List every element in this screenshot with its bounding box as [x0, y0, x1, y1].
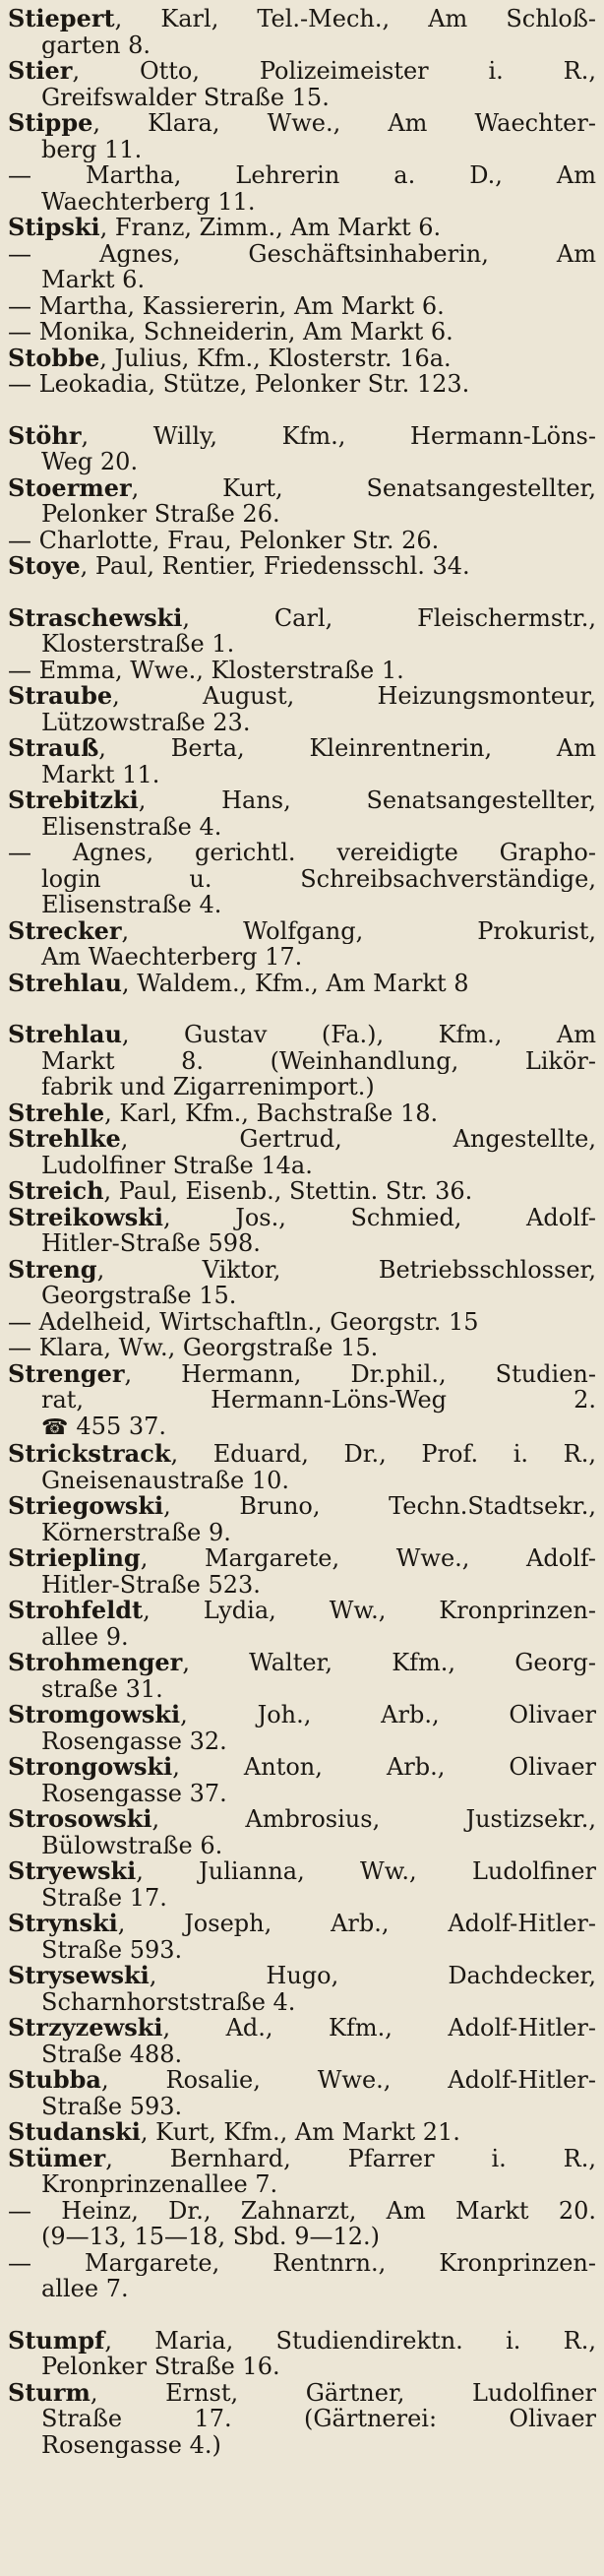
surname: Strauß	[8, 735, 99, 762]
entry-continuation-line: Markt 11.	[41, 761, 160, 787]
surname: Sturm	[8, 2379, 91, 2406]
surname: Strehlke	[8, 1126, 121, 1153]
directory-entry	[8, 1545, 596, 1598]
directory-entry	[8, 1361, 596, 1442]
entry-continuation-line: Pelonker Straße 16.	[41, 2354, 280, 2380]
entry-heading-line: Stoermer, Kurt, Senatsangestellter,	[8, 474, 596, 501]
surname: Strongowski	[8, 1754, 173, 1781]
directory-entry	[8, 1441, 596, 1493]
directory-entry	[8, 110, 596, 162]
entry-continuation-line: Waechterberg 11.	[41, 188, 256, 215]
entry-heading-line: Stoye, Paul, Rentier, Friedensschl. 34.	[8, 553, 470, 580]
entry-heading-line: Strzyzewski, Ad., Kfm., Adolf-Hitler-	[8, 2015, 596, 2042]
directory-entry	[8, 346, 596, 372]
directory-entry	[8, 293, 596, 320]
directory-entry	[8, 2067, 596, 2119]
directory-entry	[8, 1335, 596, 1361]
surname: Stubba	[8, 2067, 101, 2094]
entry-heading-line: Stöhr, Willy, Kfm., Hermann-Löns-	[8, 422, 596, 449]
entry-continuation-line: Markt 6.	[41, 267, 146, 293]
surname: Strehle	[8, 1100, 105, 1126]
entry-heading-line: — Margarete, Rentnrn., Kronprinzen-	[8, 2249, 596, 2276]
surname: Straschewski	[8, 604, 183, 631]
entry-continuation-line: fabrik und Zigarrenimport.)	[41, 1074, 375, 1100]
directory-entry	[8, 787, 596, 840]
directory-entry	[8, 58, 596, 110]
surname: Stier	[8, 58, 73, 85]
surname: Straube	[8, 683, 113, 710]
entry-heading-line: Stiepert, Karl, Tel.-Mech., Am Schloß-	[8, 6, 596, 32]
phone-line	[8, 1414, 596, 1442]
surname: Strehlau	[8, 1022, 122, 1048]
entry-continuation-line: Klosterstraße 1.	[41, 631, 235, 658]
entry-heading-line: Stromgowski, Joh., Arb., Olivaer	[8, 1702, 596, 1728]
directory-entry	[8, 319, 596, 346]
entry-heading-line: Strecker, Wolfgang, Prokurist,	[8, 917, 596, 944]
entry-continuation-line: Am Waechterberg 17.	[41, 944, 303, 971]
entry-heading-line: Striegowski, Bruno, Techn.Stadtsekr.,	[8, 1493, 596, 1520]
entry-heading-line: Sturm, Ernst, Gärtner, Ludolfiner	[8, 2379, 596, 2406]
entry-heading-line: Strehlau, Gustav (Fa.), Kfm., Am	[8, 1022, 596, 1048]
phone-number: 455 37.	[76, 1413, 167, 1440]
directory-entry	[8, 423, 596, 475]
directory-entry	[8, 528, 596, 554]
surname: Streich	[8, 1178, 104, 1205]
directory-entry	[8, 1806, 596, 1858]
entry-continuation-line: Scharnhorststraße 4.	[41, 1988, 296, 2015]
entry-heading-line: Strynski, Joseph, Arb., Adolf-Hitler-	[8, 1911, 596, 1937]
entry-continuation-line: (9—13, 15—18, Sbd. 9—12.)	[41, 2224, 380, 2250]
entry-continuation-line: Rosengasse 37.	[41, 1780, 227, 1806]
entry-continuation-line: Georgstraße 15.	[41, 1283, 237, 1309]
surname: Stobbe	[8, 345, 100, 371]
surname: Stümer	[8, 2145, 106, 2171]
directory-entry	[8, 658, 596, 684]
directory-entry	[8, 1754, 596, 1806]
entry-heading-line: Strehle, Karl, Kfm., Bachstraße 18.	[8, 1100, 439, 1126]
directory-entry	[8, 1858, 596, 1911]
entry-continuation-line: allee 9.	[41, 1623, 129, 1650]
entry-continuation-line: Greifswalder Straße 15.	[41, 84, 330, 110]
entry-continuation-line: Rosengasse 32.	[41, 1728, 227, 1754]
entry-heading-line: Straschewski, Carl, Fleischermstr.,	[8, 604, 596, 631]
directory-entry	[8, 553, 596, 580]
entry-heading-line: — Emma, Wwe., Klosterstraße 1.	[8, 657, 404, 683]
entry-heading-line: Streich, Paul, Eisenb., Stettin. Str. 36.	[8, 1178, 473, 1205]
entry-continuation-line: Straße 17. (Gärtnerei: Olivaer	[41, 2406, 596, 2432]
directory-entry	[8, 1257, 596, 1309]
entry-heading-line: — Agnes, gerichtl. vereidigte Grapho-	[8, 840, 596, 866]
entry-heading-line: — Heinz, Dr., Zahnarzt, Am Markt 20.	[8, 2197, 596, 2224]
directory-entry	[8, 1493, 596, 1545]
surname: Strickstrack	[8, 1441, 171, 1468]
entry-heading-line: Strosowski, Ambrosius, Justizsekr.,	[8, 1806, 596, 1833]
entry-continuation-line: Straße 593.	[41, 2093, 183, 2119]
entry-continuation-line: Weg 20.	[41, 449, 139, 475]
directory-entry	[8, 2250, 596, 2302]
directory-entry	[8, 6, 596, 58]
surname: Strzyzewski	[8, 2015, 163, 2042]
surname: Strynski	[8, 1911, 118, 1937]
entry-heading-line: Stubba, Rosalie, Wwe., Adolf-Hitler-	[8, 2067, 596, 2094]
entry-heading-line: — Martha, Lehrerin a. D., Am	[8, 162, 596, 189]
surname: Stumpf	[8, 2327, 105, 2354]
entry-heading-line: Stobbe, Julius, Kfm., Klosterstr. 16a.	[8, 345, 452, 371]
directory-entry	[8, 840, 596, 918]
directory-entry	[8, 1963, 596, 2015]
surname: Strehlau	[8, 970, 122, 996]
entry-continuation-line: garten 8.	[41, 31, 151, 58]
surname: Strecker	[8, 917, 122, 944]
entry-continuation-line: allee 7.	[41, 2276, 129, 2302]
entry-continuation-line: Bülowstraße 6.	[41, 1832, 223, 1858]
directory-entry	[8, 162, 596, 215]
directory-entry	[8, 1702, 596, 1754]
entry-continuation-line: Hitler-Straße 523.	[41, 1571, 261, 1598]
surname: Stoermer	[8, 474, 132, 501]
entry-continuation-line: Elisenstraße 4.	[41, 892, 222, 918]
directory-entry	[8, 1100, 596, 1127]
entry-continuation-line: Elisenstraße 4.	[41, 813, 222, 840]
directory-entry	[8, 683, 596, 735]
directory-entry	[8, 2198, 596, 2250]
entry-heading-line: Streng, Viktor, Betriebsschlosser,	[8, 1256, 596, 1283]
entry-continuation-line: Straße 593.	[41, 1936, 183, 1963]
entry-continuation-line: Straße 488.	[41, 2041, 183, 2067]
directory-entry	[8, 215, 596, 241]
directory-entry	[8, 2380, 596, 2459]
directory-entry	[8, 2146, 596, 2198]
entry-continuation-line: Ludolfiner Straße 14a.	[41, 1152, 313, 1178]
surname: Stryewski	[8, 1858, 137, 1885]
directory-entry	[8, 2015, 596, 2067]
entry-heading-line: Stumpf, Maria, Studiendirektn. i. R.,	[8, 2327, 596, 2354]
entry-continuation-line: Rosengasse 4.)	[41, 2431, 221, 2458]
directory-entry	[8, 241, 596, 293]
surname: Stromgowski	[8, 1702, 181, 1728]
directory-entry	[8, 1126, 596, 1178]
entry-heading-line: — Martha, Kassiererin, Am Markt 6.	[8, 292, 445, 319]
directory-entry	[8, 475, 596, 528]
directory-entry	[8, 1205, 596, 1257]
entry-heading-line: Striepling, Margarete, Wwe., Adolf-	[8, 1545, 596, 1572]
surname: Strosowski	[8, 1806, 152, 1833]
entry-continuation-line: Markt 8. (Weinhandlung, Likör-	[41, 1047, 596, 1074]
directory-entry	[8, 1022, 596, 1100]
entry-heading-line: Stier, Otto, Polizeimeister i. R.,	[8, 58, 596, 85]
entry-continuation-line: Straße 17.	[41, 1884, 167, 1911]
directory-entry	[8, 1178, 596, 1205]
surname: Strenger	[8, 1360, 125, 1387]
surname: Striegowski	[8, 1493, 164, 1520]
entry-heading-line: Stipski, Franz, Zimm., Am Markt 6.	[8, 215, 442, 241]
surname: Stöhr	[8, 422, 82, 449]
directory-entry	[8, 605, 596, 658]
directory-entry	[8, 1598, 596, 1650]
entry-heading-line: Strauß, Berta, Kleinrentnerin, Am	[8, 735, 596, 762]
directory-entry	[8, 918, 596, 971]
entry-heading-line: Strongowski, Anton, Arb., Olivaer	[8, 1754, 596, 1781]
surname: Studanski	[8, 2119, 141, 2146]
surname: Strohfeldt	[8, 1598, 144, 1624]
directory-entry	[8, 2328, 596, 2380]
entry-heading-line: Stryewski, Julianna, Ww., Ludolfiner	[8, 1858, 596, 1885]
entry-heading-line: Stippe, Klara, Wwe., Am Waechter-	[8, 110, 596, 137]
entry-heading-line: Strenger, Hermann, Dr.phil., Studien-	[8, 1360, 596, 1387]
entry-continuation-line: Hitler-Straße 598.	[41, 1230, 261, 1257]
entry-continuation-line: berg 11.	[41, 136, 143, 162]
surname: Strebitzki	[8, 787, 139, 814]
entry-heading-line: — Klara, Ww., Georgstraße 15.	[8, 1335, 379, 1361]
entry-heading-line: — Leokadia, Stütze, Pelonker Str. 123.	[8, 371, 470, 398]
entry-continuation-line: login u. Schreibsachverständige,	[41, 865, 596, 892]
entry-heading-line: Strebitzki, Hans, Senatsangestellter,	[8, 787, 596, 814]
entry-continuation-line: Kronprinzenallee 7.	[41, 2171, 278, 2198]
entry-continuation-line: straße 31.	[41, 1675, 163, 1702]
directory-entry	[8, 2119, 596, 2146]
directory-entry	[8, 371, 596, 398]
surname: Strohmenger	[8, 1650, 183, 1676]
telephone-icon: ☎	[41, 1414, 69, 1440]
entry-heading-line: Streikowski, Jos., Schmied, Adolf-	[8, 1204, 596, 1230]
entry-heading-line: — Agnes, Geschäftsinhaberin, Am	[8, 240, 596, 267]
entry-heading-line: — Charlotte, Frau, Pelonker Str. 26.	[8, 527, 440, 553]
entry-heading-line: Stümer, Bernhard, Pfarrer i. R.,	[8, 2145, 596, 2171]
entry-heading-line: Strohmenger, Walter, Kfm., Georg-	[8, 1650, 596, 1676]
entry-continuation-line: Gneisenaustraße 10.	[41, 1467, 290, 1493]
entry-heading-line: Strickstrack, Eduard, Dr., Prof. i. R.,	[8, 1441, 596, 1468]
surname: Stiepert	[8, 6, 115, 32]
surname: Stoye	[8, 553, 81, 580]
surname: Stippe	[8, 110, 93, 137]
surname: Striepling	[8, 1545, 141, 1572]
surname: Strysewski	[8, 1963, 150, 1989]
entry-heading-line: — Adelheid, Wirtschaftln., Georgstr. 15	[8, 1308, 479, 1335]
surname: Streng	[8, 1256, 97, 1283]
entry-heading-line: Strehlau, Waldem., Kfm., Am Markt 8	[8, 970, 469, 996]
entry-heading-line: Strysewski, Hugo, Dachdecker,	[8, 1963, 596, 1989]
entry-heading-line: Studanski, Kurt, Kfm., Am Markt 21.	[8, 2119, 460, 2146]
entry-heading-line: Straube, August, Heizungsmonteur,	[8, 683, 596, 710]
entry-continuation-line: rat, Hermann-Löns-Weg 2.	[41, 1387, 596, 1414]
entry-continuation-line: Lützowstraße 23.	[41, 709, 251, 735]
directory-entry	[8, 971, 596, 997]
surname: Streikowski	[8, 1204, 164, 1230]
directory-entry	[8, 1650, 596, 1702]
entry-heading-line: Strohfeldt, Lydia, Ww., Kronprinzen-	[8, 1598, 596, 1624]
surname: Stipski	[8, 215, 100, 241]
directory-entry	[8, 735, 596, 787]
entry-heading-line: Strehlke, Gertrud, Angestellte,	[8, 1126, 596, 1153]
entry-continuation-line: Pelonker Straße 26.	[41, 501, 280, 528]
entry-continuation-line: Körnerstraße 9.	[41, 1519, 231, 1545]
directory-entry	[8, 1911, 596, 1963]
entry-heading-line: — Monika, Schneiderin, Am Markt 6.	[8, 319, 453, 346]
directory-entry	[8, 1309, 596, 1336]
